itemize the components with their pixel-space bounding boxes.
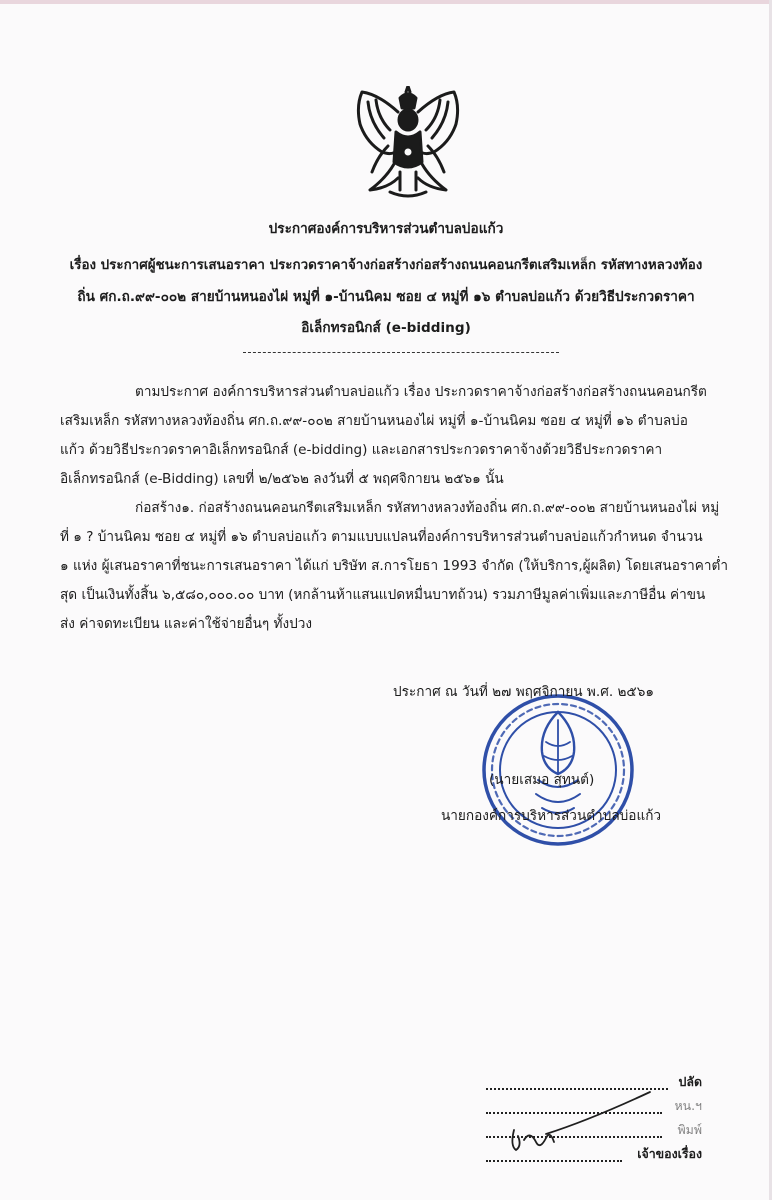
routing-label: ปลัด [678, 1074, 702, 1089]
date-line: ประกาศ ณ วันที่ ๒๗ พฤศจิกายน พ.ศ. ๒๕๖๑ [393, 684, 654, 700]
routing-label: พิมพ์ [677, 1122, 702, 1137]
routing-label: หน.ฯ [674, 1098, 702, 1113]
routing-label: เจ้าของเรื่อง [637, 1146, 702, 1161]
paragraph-2-line: ที่ ๑ ? บ้านนิคม ซอย ๔ หมู่ที่ ๑๖ ตำบลบ่อแก้ว ตามแบบแปลนที่องค์การบริหารส่วนตำบลบ่อแก้วกำหนด จำนวน [60, 529, 703, 545]
routing-dots [486, 1112, 662, 1114]
routing-dots [486, 1136, 662, 1138]
signer-name: (นายเสมอ สุทนต์) [489, 772, 595, 788]
garuda-emblem-icon [348, 86, 468, 204]
paragraph-1-line: เสริมเหล็ก รหัสทางหลวงท้องถิ่น ศก.ถ.๙๙-๐๐๒ สายบ้านหนองไผ่ หมู่ที่ ๑-บ้านนิคม ซอย ๔ หมู่ที่ ๑๖ ตำบลบ่อ [60, 413, 688, 429]
routing-dots [486, 1088, 668, 1090]
routing-row [486, 1096, 702, 1118]
subject-line-1: เรื่อง ประกาศผู้ชนะการเสนอราคา ประกวดราคาจ้างก่อสร้างก่อสร้างถนนคอนกรีตเสริมเหล็ก รหัสทางหลวงท้อง [69, 258, 703, 273]
paragraph-1-line: อิเล็กทรอนิกส์ (e-Bidding) เลขที่ ๒/๒๕๖๒ ลงวันที่ ๕ พฤศจิกายน ๒๕๖๑ นั้น [60, 471, 504, 487]
separator-line [243, 352, 559, 353]
paragraph-2-line: ๑ แห่ง ผู้เสนอราคาที่ชนะการเสนอราคา ได้แก่ บริษัท ส.การโยธา 1993 จำกัด (ให้บริการ,ผู้ผลิต) โดยเสนอราคาต่ำ [60, 558, 728, 574]
paragraph-2 [60, 494, 728, 639]
org-title: ประกาศองค์การบริหารส่วนตำบลบ่อแก้ว [268, 221, 504, 237]
routing-dots [486, 1160, 622, 1162]
paragraph-2-line: สุด เป็นเงินทั้งสิ้น ๖,๕๘๐,๐๐๐.๐๐ บาท (หกล้านห้าแสนแปดหมื่นบาทถ้วน) รวมภาษีมูลค่าเพิ่มและภาษีอื่น ค่าขน [60, 587, 706, 603]
scan-edge [0, 0, 772, 4]
signer-position: นายกองค์การบริหารส่วนตำบลบ่อแก้ว [441, 808, 662, 824]
subject-line-2: ถิ่น ศก.ถ.๙๙-๐๐๒ สายบ้านหนองไผ่ หมู่ที่ ๑-บ้านนิคม ซอย ๔ หมู่ที่ ๑๖ ตำบลบ่อแก้ว ด้วยวิธีประกวดราคา [77, 289, 695, 305]
paragraph-2-line: ก่อสร้าง๑. ก่อสร้างถนนคอนกรีตเสริมเหล็ก รหัสทางหลวงท้องถิ่น ศก.ถ.๙๙-๐๐๒ สายบ้านหนองไผ่ หมู่ [135, 500, 720, 516]
routing-row [486, 1120, 702, 1142]
paragraph-1-line: ตามประกาศ องค์การบริหารส่วนตำบลบ่อแก้ว เรื่อง ประกวดราคาจ้างก่อสร้างก่อสร้างถนนคอนกรีต [135, 384, 707, 400]
paragraph-2-line: ส่ง ค่าจดทะเบียน และค่าใช้จ่ายอื่นๆ ทั้งปวง [60, 616, 313, 632]
paragraph-1 [60, 378, 724, 494]
subject-line-3: อิเล็กทรอนิกส์ (e-bidding) [301, 320, 471, 336]
routing-row [486, 1072, 702, 1094]
paragraph-1-line: แก้ว ด้วยวิธีประกวดราคาอิเล็กทรอนิกส์ (e-bidding) และเอกสารประกวดราคาจ้างด้วยวิธีประกวดราคา [60, 442, 663, 458]
routing-row [486, 1144, 702, 1166]
